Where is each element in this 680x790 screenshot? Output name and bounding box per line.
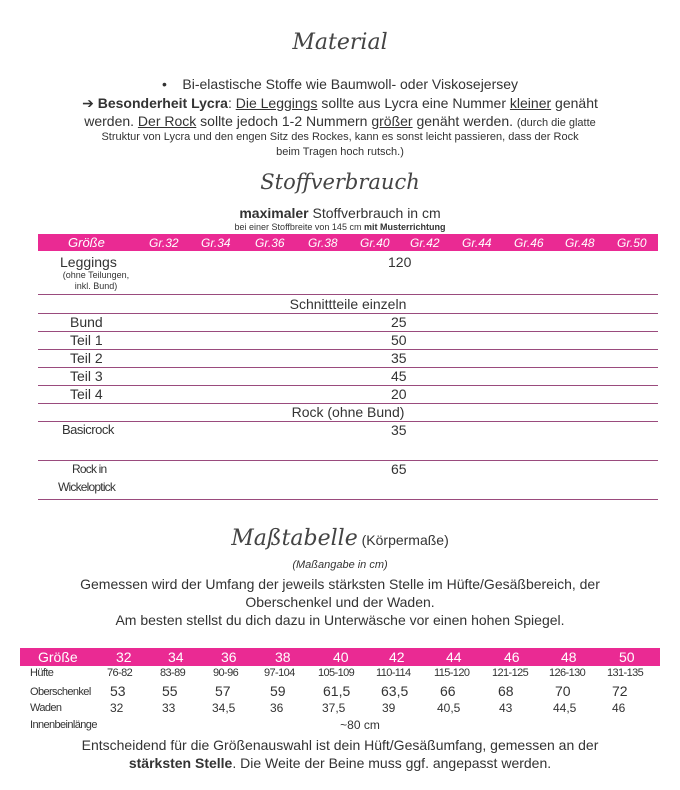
mass-cell: 72 <box>612 683 628 699</box>
bullet-icon: • <box>161 76 167 92</box>
mass-cell: 110-114 <box>376 667 411 679</box>
mass-row-waden <box>20 701 660 717</box>
rock-pre: werden. <box>84 113 138 129</box>
stoff-heading: Stoffverbrauch <box>260 170 420 194</box>
stoff-size-34: Gr.34 <box>201 236 231 250</box>
mass-size-44: 44 <box>446 649 462 665</box>
mass-sub: (Maßangabe in cm) <box>292 559 388 571</box>
mass-footer-2 <box>0 755 680 771</box>
arrow-right-icon: ➔ <box>82 95 94 111</box>
mass-cell: 90-96 <box>213 667 239 679</box>
mass-size-36: 36 <box>221 649 237 665</box>
wickel-label-2: Wickeloptick <box>58 480 116 494</box>
stoff-sub-rest: Stoffverbrauch in cm <box>308 205 441 221</box>
part-label-teil4: Teil 4 <box>70 386 103 402</box>
rock-small: (durch die glatte <box>516 117 596 129</box>
mass-cell: 36 <box>270 701 284 715</box>
mass-cell: 37,5 <box>322 701 346 715</box>
mass-row-oberschenkel <box>20 683 660 701</box>
part-label-bund: Bund <box>70 314 103 330</box>
stoff-size-32: Gr.32 <box>149 236 179 250</box>
mass-cell: 61,5 <box>323 683 351 699</box>
lycra-mid: sollte aus Lycra eine Nummer <box>317 95 510 111</box>
mass-heading: Maßtabelle <box>231 526 358 551</box>
rock-heading: Rock (ohne Bund) <box>291 404 405 420</box>
divider <box>38 460 658 461</box>
stoff-note <box>0 222 680 232</box>
stoff-sub-bold: maximaler <box>239 205 309 221</box>
stoff-size-48: Gr.48 <box>565 236 595 250</box>
divider <box>38 421 658 422</box>
basicrock-label: Basicrock <box>62 422 114 437</box>
mass-cell: 43 <box>499 701 513 715</box>
mass-cell: 121-125 <box>492 667 529 679</box>
part-label-teil2: Teil 2 <box>70 350 103 366</box>
mass-cell: 76-82 <box>107 667 133 679</box>
mass-cell: 39 <box>382 701 396 715</box>
mass-cell: 59 <box>270 683 286 699</box>
mass-size-32: 32 <box>116 649 132 665</box>
mass-cell: 105-109 <box>318 667 355 679</box>
material-bullet-line <box>0 76 680 92</box>
lycra-leggings: Die Leggings <box>235 95 318 111</box>
divider <box>38 294 658 295</box>
mass-cell: 32 <box>110 701 124 715</box>
leggings-label: Leggings <box>60 254 117 270</box>
mass-cell: 70 <box>555 683 571 699</box>
mass-footer-1: Entscheidend für die Größenauswahl ist dein Hüft/Gesäßumfang, gemessen an der <box>81 737 599 753</box>
mass-cell: 97-104 <box>264 667 295 679</box>
mass-cell: 33 <box>162 701 176 715</box>
part-value-bund: 25 <box>391 314 407 330</box>
mass-cell: 115-120 <box>434 667 470 679</box>
mass-row-label: Oberschenkel <box>30 686 91 698</box>
mass-row-label: Waden <box>30 702 62 714</box>
mass-cell: 63,5 <box>381 683 409 699</box>
stoff-size-46: Gr.46 <box>514 236 544 250</box>
material-note-line3: Struktur von Lycra und den engen Sitz des Rockes, kann es sonst leicht passieren, dass der Rock <box>101 131 579 143</box>
leggings-note-2: inkl. Bund) <box>74 281 118 291</box>
mass-cell: 131-135 <box>607 667 644 679</box>
material-heading: Material <box>292 30 388 55</box>
basicrock-value: 35 <box>391 422 407 438</box>
lycra-kleiner: kleiner <box>509 95 552 111</box>
stoff-size-36: Gr.36 <box>255 236 285 250</box>
material-lycra-line <box>0 95 680 112</box>
part-label-teil1: Teil 1 <box>70 332 103 348</box>
mass-cell: 57 <box>215 683 231 699</box>
innen-value: ~80 cm <box>340 718 380 732</box>
mass-size-34: 34 <box>168 649 184 665</box>
stoff-header-label: Größe <box>68 235 105 250</box>
part-value-teil3: 45 <box>391 368 407 384</box>
mass-size-42: 42 <box>389 649 405 665</box>
stoff-size-44: Gr.44 <box>462 236 492 250</box>
footer-rest: . Die Weite der Beine muss ggf. angepasst werden. <box>232 755 552 771</box>
mass-size-40: 40 <box>333 649 349 665</box>
mass-cell: 68 <box>498 683 514 699</box>
mass-cell: 53 <box>110 683 126 699</box>
schnitt-heading: Schnittteile einzeln <box>289 296 407 312</box>
lycra-end: genäht <box>551 95 598 111</box>
stoff-size-40: Gr.40 <box>360 236 390 250</box>
material-note-line4: beim Tragen hoch rutsch.) <box>276 146 404 158</box>
leggings-note-1: (ohne Teilungen, <box>62 270 130 280</box>
mass-cell: 46 <box>612 701 626 715</box>
mass-header-label: Größe <box>38 649 78 665</box>
mass-row-huefte <box>20 666 660 682</box>
mass-row-label: Hüfte <box>30 667 54 679</box>
stoff-note-bold: mit Musterrichtung <box>363 222 446 232</box>
mass-size-50: 50 <box>619 649 635 665</box>
stoff-size-50: Gr.50 <box>617 236 647 250</box>
leggings-value: 120 <box>388 254 412 270</box>
stoff-subheading <box>0 205 680 221</box>
stoff-size-header <box>38 234 658 251</box>
divider <box>38 349 658 350</box>
mass-size-38: 38 <box>275 649 291 665</box>
mass-cell: 44,5 <box>553 701 577 715</box>
mass-cell: 83-89 <box>160 667 186 679</box>
divider <box>38 331 658 332</box>
stoff-size-42: Gr.42 <box>410 236 440 250</box>
lycra-colon: : <box>227 95 232 111</box>
part-value-teil1: 50 <box>391 332 407 348</box>
part-value-teil2: 35 <box>391 350 407 366</box>
stoff-size-38: Gr.38 <box>308 236 338 250</box>
lycra-strong: Besonderheit Lycra <box>97 95 228 111</box>
mass-cell: 40,5 <box>437 701 461 715</box>
innen-label: Innenbeinlänge <box>30 719 97 731</box>
mass-size-header <box>20 648 660 666</box>
rock-groesser: größer <box>371 113 413 129</box>
rock-u: Der Rock <box>137 113 197 129</box>
divider <box>38 367 658 368</box>
divider <box>38 385 658 386</box>
mass-size-48: 48 <box>561 649 577 665</box>
mass-cell: 55 <box>162 683 178 699</box>
mass-p2: Oberschenkel und der Waden. <box>245 594 435 610</box>
footer-bold: stärksten Stelle <box>128 755 233 771</box>
mass-size-46: 46 <box>504 649 520 665</box>
divider <box>38 313 658 314</box>
rock-end: genäht werden. <box>412 113 517 129</box>
part-label-teil3: Teil 3 <box>70 368 103 384</box>
mass-p3: Am besten stellst du dich dazu in Unterwäsche vor einen hohen Spiegel. <box>115 612 565 628</box>
wickel-label-1: Rock in <box>72 462 107 476</box>
mass-cell: 34,5 <box>212 701 236 715</box>
divider <box>38 499 658 500</box>
rock-mid: sollte jedoch 1-2 Nummern <box>196 113 372 129</box>
wickel-value: 65 <box>391 461 407 477</box>
material-rock-line <box>0 113 680 129</box>
mass-cell: 126-130 <box>549 667 586 679</box>
stoff-note-pre: bei einer Stoffbreite von 145 cm <box>234 222 364 232</box>
mass-p1: Gemessen wird der Umfang der jeweils stärksten Stelle im Hüfte/Gesäßbereich, der <box>80 576 600 592</box>
mass-heading-line <box>0 526 680 551</box>
part-value-teil4: 20 <box>391 386 407 402</box>
mass-cell: 66 <box>440 683 456 699</box>
mass-heading-suffix: (Körpermaße) <box>357 532 449 548</box>
material-bullet-text: Bi-elastische Stoffe wie Baumwoll- oder Viskosejersey <box>182 76 519 92</box>
